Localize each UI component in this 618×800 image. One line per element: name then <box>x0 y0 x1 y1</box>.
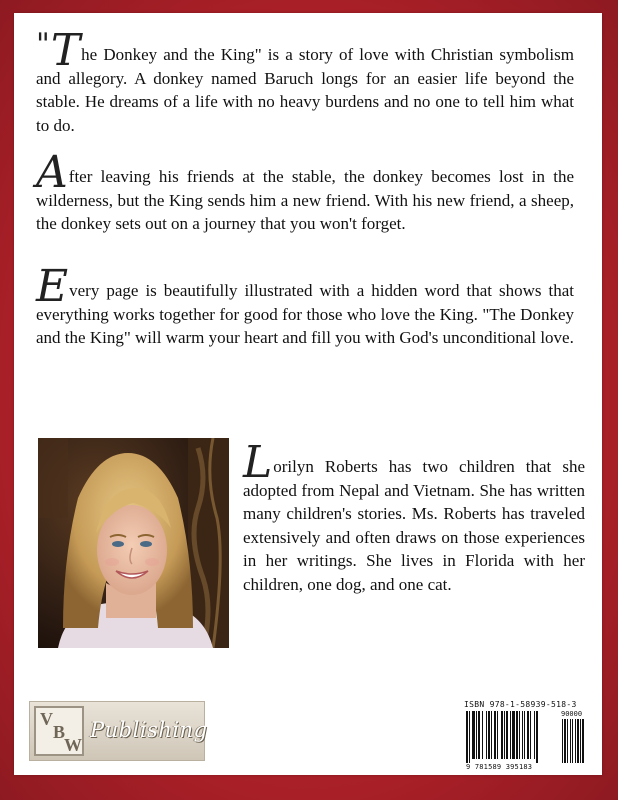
barcode-bar <box>497 711 498 759</box>
barcode-bar <box>510 711 511 759</box>
synopsis-paragraph-1 <box>36 25 574 137</box>
barcode-addon-bar <box>582 719 584 763</box>
paragraph-text: very page is beautifully illustrated with a hidden word that shows that everything works together for good for those who love the King. "The Donkey and the King" will warm your heart and fill you with God's unconditional love. <box>36 281 574 347</box>
barcode-bar <box>494 711 496 759</box>
paragraph-text: fter leaving his friends at the stable, the donkey becomes lost in the wilderness, but the King sends him a new friend. With his new friend, a sheep, the donkey sets out on a journey that you won't forget. <box>36 167 574 233</box>
barcode-bar <box>516 711 518 759</box>
drop-cap: T <box>50 25 81 76</box>
barcode-bar <box>524 711 525 759</box>
barcode-bar <box>530 711 531 759</box>
barcode-bars-icon <box>464 711 590 763</box>
barcode-bar <box>527 711 529 759</box>
barcode-bar <box>534 711 535 759</box>
drop-cap: L <box>243 437 273 488</box>
barcode-bar <box>501 711 503 759</box>
barcode-addon-bar <box>562 719 563 763</box>
barcode-bar <box>504 711 505 759</box>
barcode-addon-bar <box>580 719 581 763</box>
monogram-letter: V <box>40 709 53 729</box>
barcode-addon-bar <box>577 719 579 763</box>
author-photo <box>38 438 229 648</box>
back-cover-page <box>14 13 602 775</box>
synopsis-paragraph-2 <box>36 147 574 236</box>
barcode-bar <box>512 711 515 759</box>
bio-text: orilyn Roberts has two children that she adopted from Nepal and Vietnam. She has written many children's stories. Ms. Roberts has traveled extensively and often draws on those experiences in her writings. She lives in Florida with her children, one dog, and one cat. <box>243 457 585 594</box>
barcode-bar <box>466 711 468 763</box>
barcode-bar <box>469 711 470 763</box>
barcode-bar <box>478 711 480 759</box>
barcode-bar <box>491 711 492 759</box>
barcode-bar <box>536 711 538 763</box>
publisher-name: Publishing <box>90 718 208 742</box>
barcode-addon-bar <box>564 719 566 763</box>
monogram-letter: B <box>53 722 66 742</box>
barcode-bar <box>486 711 487 759</box>
barcode-bar <box>476 711 477 759</box>
barcode-bar <box>472 711 475 759</box>
synopsis-paragraph-3 <box>36 261 574 350</box>
price-code: 90000 <box>561 710 583 718</box>
opening-quote: " <box>36 27 50 62</box>
author-portrait-illustration <box>38 438 229 648</box>
barcode-bar <box>519 711 520 759</box>
barcode-digits: 9 781589 395183 <box>466 763 533 771</box>
drop-cap: E <box>36 261 69 312</box>
barcode-addon-bar <box>567 719 568 763</box>
drop-cap: A <box>36 147 68 198</box>
barcode-bar <box>522 711 523 759</box>
isbn-label: ISBN 978-1-58939-518-3 <box>464 700 577 709</box>
publisher-logo <box>29 701 208 761</box>
author-bio <box>243 437 585 596</box>
barcode-bar <box>488 711 490 759</box>
barcode-addon-bar <box>572 719 573 763</box>
barcode-bar <box>482 711 483 759</box>
barcode-bar <box>506 711 508 759</box>
barcode-addon-bar <box>575 719 576 763</box>
barcode-addon-bar <box>570 719 571 763</box>
monogram-letter: W <box>64 735 82 755</box>
publisher-monogram-icon <box>34 706 84 756</box>
isbn-barcode <box>464 701 590 773</box>
paragraph-text: he Donkey and the King" is a story of love with Christian symbolism and allegory. A donkey named Baruch longs for an easier life beyond the stable. He dreams of a life with no heavy burdens and no one to tell him what to do. <box>36 45 574 135</box>
